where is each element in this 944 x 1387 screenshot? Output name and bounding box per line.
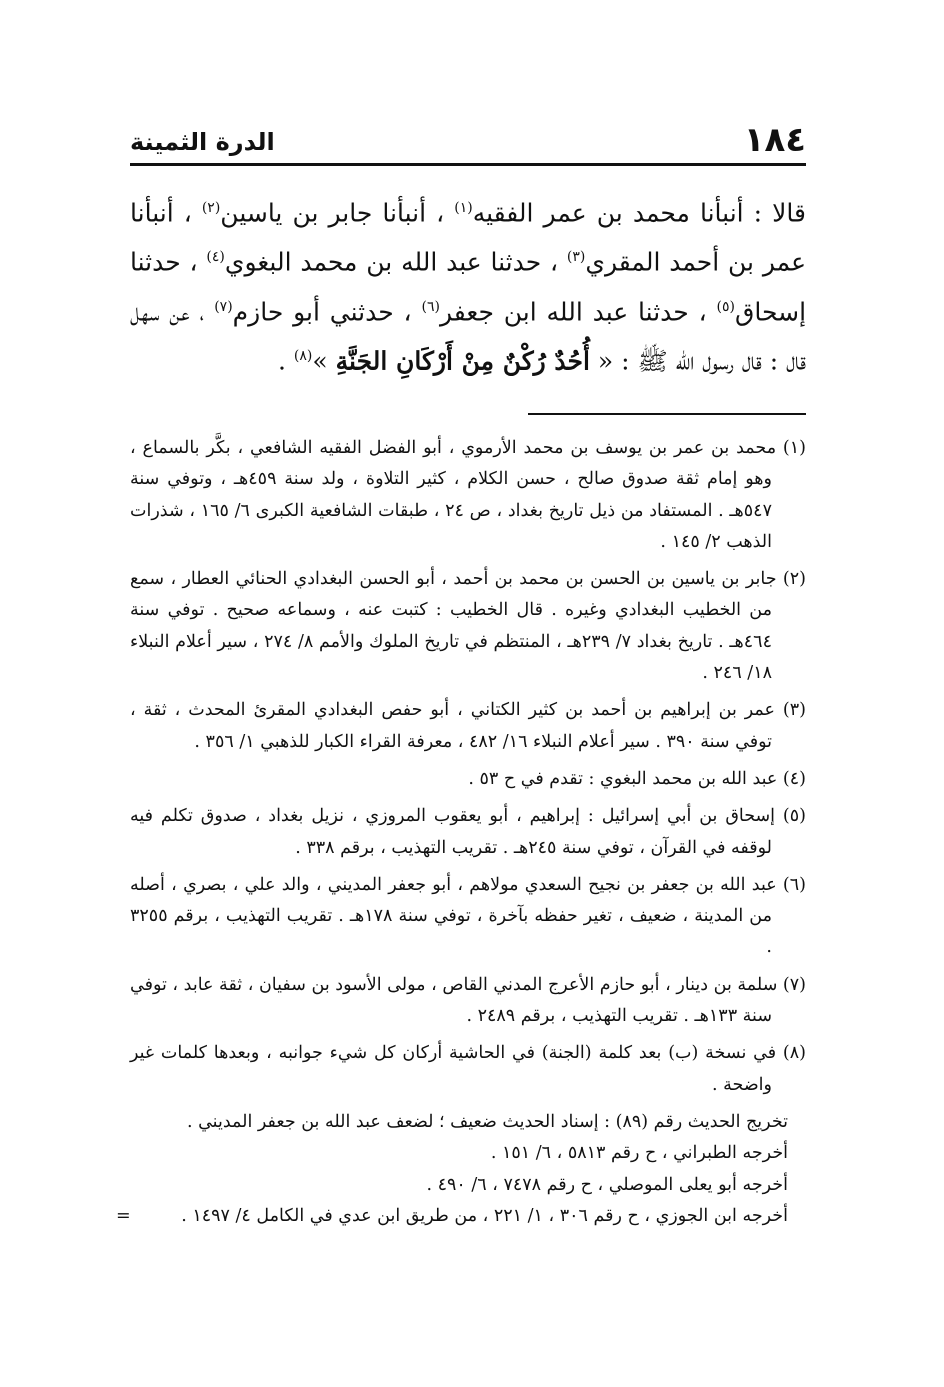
footnote-ref-3: (٣) bbox=[566, 249, 586, 266]
book-title: الدرة الثمينة bbox=[130, 128, 275, 156]
footnote-6: (٦) عبد الله بن جعفر بن نجيح السعدي مولاهم ، أبو جعفر المديني ، والد علي ، بصري ، أصله من المدينة ، ضعيف ، تغير حفظه بآخرة ، توفي سنة ١٧٨هـ . تقريب التهذيب ، برقم ٣٢٥٥ . bbox=[130, 874, 806, 958]
text-segment: قالا : أنبأنا محمد بن عمر الفقيه bbox=[472, 198, 806, 228]
text-segment: ، حدثنا عبد الله بن محمد البغوي bbox=[224, 247, 567, 277]
footnote-ref-4: (٤) bbox=[206, 249, 225, 266]
page-number: ١٨٤ bbox=[743, 120, 806, 160]
footnote-ref-8: (٨) bbox=[293, 347, 313, 364]
text-segment: ، حدثنا إسحاق bbox=[130, 247, 807, 326]
footnote-4: (٤) عبد الله بن محمد البغوي : تقدم في ح ٥٣ . bbox=[468, 768, 806, 789]
footnote-ref-2: (٢) bbox=[201, 200, 221, 216]
footnote-ref-6: (٦) bbox=[421, 298, 440, 315]
text-segment: » bbox=[312, 346, 336, 376]
header-rule bbox=[130, 163, 806, 166]
hadith-paragraph bbox=[130, 186, 806, 383]
footnote-8: (٨) في نسخة (ب) بعد كلمة (الجنة) في الحاشية أركان كل شيء جوانبه ، وبعدها كلمات غير واضحة . bbox=[130, 1043, 806, 1095]
text-segment: ، أنبأنا عمر بن أحمد المقري bbox=[130, 198, 806, 277]
footnotes bbox=[116, 433, 806, 1232]
takhrij-line-last bbox=[116, 1201, 806, 1232]
text-segment: ، حدثنا عبد الله ابن جعفر bbox=[439, 296, 717, 326]
text-segment: ، أنبأنا جابر بن ياسين bbox=[220, 198, 455, 228]
takhrij-line: أخرجه ابن الجوزي ، ح رقم ٣٠٦ ، ١/ ٢٢١ ، من طريق ابن عدي في الكامل ٤/ ١٤٩٧ . bbox=[181, 1205, 788, 1226]
takhrij-line: أخرجه أبو يعلى الموصلي ، ح رقم ٧٤٧٨ ، ٦/ ٤٩٠ . bbox=[426, 1174, 788, 1195]
takhrij-line: تخريج الحديث رقم (٨٩) : إسناد الحديث ضعيف ؛ لضعف عبد الله بن جعفر المديني . bbox=[186, 1111, 788, 1132]
footnote-separator bbox=[528, 413, 806, 415]
footnote-5: (٥) إسحاق بن أبي إسرائيل : إبراهيم ، أبو يعقوب المروزي ، نزيل بغداد ، صدوق تكلم فيه لوقفه في القرآن ، توفي سنة ٢٤٥هـ . تقريب التهذيب ، برقم ٣٣٨ . bbox=[130, 806, 806, 858]
footnote-ref-7: (٧) bbox=[214, 298, 233, 315]
footnote-ref-5: (٥) bbox=[716, 298, 735, 315]
prophetic-quote: أُحُدٌ رُكْنٌ مِنْ أَرْكَانِ الجَنَّةِ bbox=[335, 346, 590, 376]
footnote-3: (٣) عمر بن إبراهيم بن أحمد بن كثير الكتاني ، أبو حفص البغدادي المقرئ المحدث ، ثقة ، توفي سنة ٣٩٠ . سير أعلام النبلاء ١٦/ ٤٨٢ ، معرفة القراء الكبار للذهبي ١/ ٣٥٦ . bbox=[130, 700, 806, 752]
footnote-7: (٧) سلمة بن دينار ، أبو حازم الأعرج المدني القاص ، مولى الأسود بن سفيان ، ثقة عابد ، توفي سنة ١٣٣هـ . تقريب التهذيب ، برقم ٢٤٨٩ . bbox=[130, 974, 806, 1027]
text-segment: . bbox=[278, 346, 294, 376]
text-segment: ، عن سهل قال : قال رسول الله ﷺ : « bbox=[130, 296, 806, 376]
hadith-text bbox=[130, 186, 806, 383]
footnote-2: (٢) جابر بن ياسين بن الحسن بن محمد بن أحمد ، أبو الحسن البغدادي الحنائي العطار ، سمع من الخطيب البغدادي وغيره . قال الخطيب : كتبت عنه ، وسماعه صحيح . توفي سنة ٤٦٤هـ . تاريخ بغداد ٧/ ٢٣٩هـ ، المنتظم في تاريخ الملوك والأمم ٨/ ٢٧٤ ، سير أعلام النبلاء ١٨/ ٢٤٦ . bbox=[130, 569, 806, 684]
footnote-1: (١) محمد بن عمر بن يوسف بن محمد الأرموي ، أبو الفضل الفقيه الشافعي ، بكَّر بالسماع ، وهو إمام ثقة صدوق صالح ، حسن الكلام ، كثير التلاوة ، ولد سنة ٤٥٩هـ ، وتوفي سنة ٥٤٧هـ . المستفاد من ذيل تاريخ بغداد ، ص ٢٤ ، طبقات الشافعية الكبرى ٦/ ١٦٥ ، شذرات الذهب ٢/ ١٤٥ . bbox=[130, 438, 806, 552]
continuation-mark: = bbox=[116, 1205, 131, 1226]
text-segment: ، حدثني أبو حازم bbox=[232, 296, 422, 326]
running-header bbox=[130, 120, 806, 160]
takhrij-line: أخرجه الطبراني ، ح رقم ٥٨١٣ ، ٦/ ١٥١ . bbox=[490, 1143, 788, 1164]
footnote-ref-1: (١) bbox=[454, 200, 473, 216]
